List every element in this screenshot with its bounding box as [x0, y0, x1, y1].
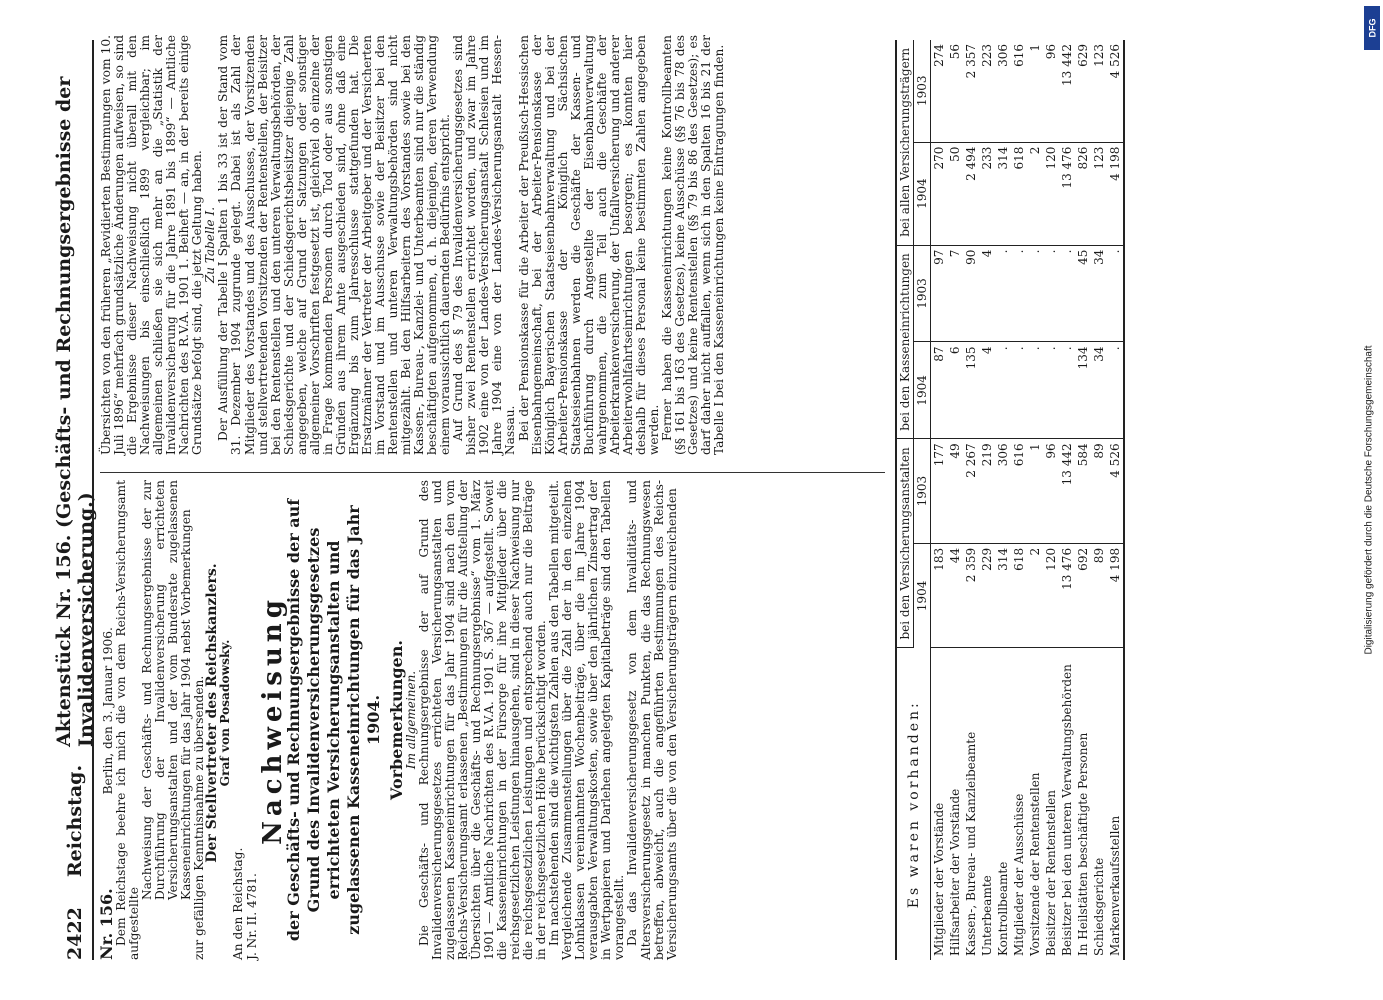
table-stub-header: Es waren vorhanden:: [896, 648, 931, 960]
table-cell: 4 526: [1107, 40, 1124, 142]
paragraph: Der Ausfüllung der Tabelle I Spalten 1 bis 33 ist der Stand vom 31. Dezember 1904 zugrunde gelegt. Dabei ist als Zahl der Mitglieder des Vorstandes und des Ausschusses, der Vorsitzenden und stellvertretenden Vorsitzenden der Rentenstellen, der Beisitzer bei den Rentenstellen und den unteren Verwaltungsbehörden, der Schiedsgerichte und der Schiedsgerichtsbeisitzer diejenige Zahl angegeben, welche auf Grund der Satzungen oder sonstiger allgemeiner Vorschriften festgesetzt ist, gleichviel ob einzelne der in Frage kommenden Personen durch Tod oder aus sonstigen Gründen aus ihrem Amte ausgeschieden sind, ohne daß eine Ergänzung bis zum Jahresschlusse stattgefunden hat. Die Ersatzmänner der Vertreter der Arbeitgeber und der Versicherten im Vorstand und im Ausschusse sowie der Beisitzer bei den Rentenstellen und unteren Verwaltungsbehörden sind nicht mitgezählt. Bei den Hilfsarbeitern des Vorstandes sowie bei den Kassen-, Bureau-, Kanzlei- und Unterbeamten sind nur die ständig beschäftigten aufgenommen, d. h. diejenigen, deren Verwendung einem voraussichtlich dauernden Bedürfnis entspricht.: [216, 35, 453, 455]
table-row: [1027, 40, 1043, 960]
table-cell: 56: [947, 40, 963, 142]
table-cell: 34: [1091, 342, 1107, 439]
table-cell: 123: [1091, 142, 1107, 245]
year-header: 1904: [914, 142, 931, 245]
table-row: [1107, 40, 1124, 960]
row-label: In Heilstätten beschäftigte Personen: [1076, 732, 1090, 956]
table-cell: 120: [1043, 543, 1059, 648]
table-cell: 4: [979, 342, 995, 439]
paragraph: Auf Grund des § 79 des Invalidenversicherungsgesetzes sind bisher zwei Rentenstellen errichtet worden, und zwar im Jahre 1902 eine von der Landes-Versicherungsanstalt Schlesien und im Jahre 1904 eine von der Landes-Versicherungsanstalt Hessen-Nassau.: [451, 35, 518, 455]
group-header: bei allen Versicherungsträgern: [896, 40, 914, 245]
table-cell: 1: [1027, 40, 1043, 142]
paragraph: Im nachstehenden sind die wichtigsten Zahlen aus den Tabellen mitgeteilt. Vergleichende Zusammenstellungen über die Zahl der in den einzelnen Lohnklassen vereinnahmten Wochenbeiträge, über die im Jahre 1904 verausgabten Verwaltungskosten, sowie über den jährlichen Zinsertrag der in Wertpapieren und Darlehen angelegten Kapitalbeträge sind den Tabellen vorangestellt.: [547, 480, 627, 960]
row-label: Kassen-, Bureau- und Kanzleibeamte: [964, 731, 978, 956]
row-label: Schiedsgerichte: [1092, 857, 1106, 956]
reference-number: J. Nr. II. 4781.: [244, 873, 259, 960]
paragraph: Übersichten von den früheren „Revidierten Bestimmungen vom 10. Juli 1896“ mehrfach grundsätzliche Änderungen aufweisen, so sind die Ergebnisse dieser Nachweisung nicht überall mit den Nachweisungen bis einschließlich 1899 vergleichbar; im allgemeinen schließen sie sich mehr an die „Statistik der Invalidenversicherung für die Jahre 1891 bis 1899“ — Amtliche Nachrichten des R.V.A. 1901 1. Beiheft — an, in der bereits einige Grundsätze befolgt sind, die jetzt Geltung haben.: [99, 35, 205, 455]
table-cell: 123: [1091, 40, 1107, 142]
table-cell: 13 476: [1059, 543, 1075, 648]
staff-table: [895, 40, 1125, 960]
table-cell: .: [1043, 245, 1059, 342]
table-cell: .: [1059, 245, 1075, 342]
group-header: bei den Kasseneinrichtungen: [896, 245, 914, 439]
left-column: [97, 480, 679, 960]
table-cell: 219: [979, 439, 995, 544]
year-header: 1904: [914, 342, 931, 439]
header-rule: [92, 40, 94, 960]
table-cell: 2 357: [963, 40, 979, 142]
table-cell: 89: [1091, 439, 1107, 544]
row-label: Hilfsarbeiter der Vorstände: [948, 788, 962, 956]
table-cell: .: [1027, 342, 1043, 439]
table-cell: 97: [931, 245, 948, 342]
table-heading: Zu Tabelle I.: [203, 206, 218, 284]
table-cell: 4 198: [1107, 543, 1124, 648]
right-column: [100, 35, 726, 455]
table-cell: 134: [1075, 342, 1091, 439]
table-cell: 229: [979, 543, 995, 648]
table-row: [995, 40, 1011, 960]
table-cell: 120: [1043, 142, 1059, 245]
table-cell: 13 442: [1059, 439, 1075, 544]
table-cell: 13 442: [1059, 40, 1075, 142]
table-row: [947, 40, 963, 960]
table-cell: 314: [995, 543, 1011, 648]
paragraph: Bei der Pensionskasse für die Arbeiter der Preußisch-Hessischen Eisenbahngemeinschaft, bei der Arbeiter-Pensionskasse der Königlich Bayerischen Staatseisenbahnverwaltung und bei der Arbeiter-Pensionskasse der Königlich Sächsischen Staatseisenbahnen werden die Geschäfte der Kassen- und Buchführung durch Angestellte der Eisenbahnverwaltung wahrgenommen, die zum Teil auch die Geschäfte der Arbeiterkrankenversicherung, der Unfallversicherung und anderer Arbeiterwohlfahrtseinrichtungen besorgen; es konnten hier deshalb für dieses Personal keine bestimmten Zahlen angegeben werden.: [516, 35, 661, 455]
header-reichstag: Reichstag.: [64, 764, 86, 878]
table-cell: 306: [995, 439, 1011, 544]
table-cell: 45: [1075, 245, 1091, 342]
table-cell: 183: [931, 543, 948, 648]
table-cell: 692: [1075, 543, 1091, 648]
table-cell: .: [1043, 342, 1059, 439]
table-cell: 135: [963, 342, 979, 439]
table-cell: 2: [1027, 142, 1043, 245]
table-cell: .: [1027, 245, 1043, 342]
header-title: Aktenstück Nr. 156. (Geschäfts- und Rechnungsergebnisse der Invalidenversicherung.): [53, 76, 97, 747]
page-header: [53, 40, 97, 960]
row-label: Beisitzer der Rentenstellen: [1044, 790, 1058, 956]
row-label: Beisitzer bei den unteren Verwaltungsbehörden: [1060, 664, 1074, 956]
table-row: [963, 40, 979, 960]
table-cell: 2: [1027, 543, 1043, 648]
year-header: 1903: [914, 439, 931, 544]
date-line: Berlin, den 3. Januar 1906.: [101, 627, 115, 795]
credit-text: Digitalisierung gefördert durch die Deutsche Forschungsgemeinschaft: [1363, 345, 1375, 655]
table-cell: 90: [963, 245, 979, 342]
year-header: 1904: [914, 543, 931, 648]
table-cell: 618: [1011, 543, 1027, 648]
table-cell: 96: [1043, 40, 1059, 142]
table-cell: 13 476: [1059, 142, 1075, 245]
table-cell: 87: [931, 342, 948, 439]
group-header: bei den Versicherungsanstalten: [896, 439, 914, 648]
table-body: [931, 40, 1125, 960]
signature-name: Graf von Posadowsky.: [218, 639, 233, 787]
row-label: Markenverkaufsstellen: [1107, 648, 1124, 960]
main-title: Nachweisung: [257, 595, 288, 845]
table-cell: 223: [979, 40, 995, 142]
address-line: An den Reichstag.: [231, 847, 246, 960]
table-row: [1043, 40, 1059, 960]
dfg-logo-text: DFG: [1367, 18, 1377, 38]
main-subtitle: der Geschäfts- und Rechnungsergebnisse der auf Grund des Invalidenversicherungsgesetzes errichteten Versicherungsanstalten und zugelassenen Kasseneinrichtungen für das Jahr 1904.: [283, 498, 383, 942]
table-cell: 89: [1091, 543, 1107, 648]
closing-text: zur gefälligen Kenntnisnahme zu übersenden.: [192, 675, 207, 960]
table-cell: 177: [931, 439, 948, 544]
table-cell: 2 494: [963, 142, 979, 245]
table-cell: 2 359: [963, 543, 979, 648]
year-header: 1903: [914, 245, 931, 342]
table-cell: 4 526: [1107, 439, 1124, 544]
table-cell: 314: [995, 142, 1011, 245]
row-label: Kontrollbeamte: [996, 861, 1010, 956]
table-cell: 50: [947, 142, 963, 245]
table-cell: 306: [995, 40, 1011, 142]
paragraph: Ferner haben die Kasseneinrichtungen keine Kontrollbeamten (§§ 161 bis 163 des Gesetzes), keine Ausschüsse (§§ 76 bis 78 des Gesetzes) und keine Rentenstellen (§§ 79 bis 86 des Gesetzes); es darf daher nicht auffallen, wenn sich in den Spalten 16 bis 21 der Tabelle I bei den Kasseneinrichtungen keine Eintragungen finden.: [660, 35, 727, 455]
table-cell: 49: [947, 439, 963, 544]
table-cell: .: [995, 342, 1011, 439]
row-label: Mitglieder der Ausschüsse: [1012, 793, 1026, 956]
subsection-heading: Im allgemeinen.: [403, 670, 418, 770]
table-cell: .: [1011, 245, 1027, 342]
table-cell: .: [1059, 342, 1075, 439]
table-cell: 270: [931, 142, 948, 245]
page-number: 2422: [64, 907, 86, 960]
table-cell: 4: [979, 245, 995, 342]
row-label: Mitglieder der Vorstände: [932, 802, 946, 956]
table-cell: .: [1107, 245, 1124, 342]
paragraph: Da das Invalidenversicherungsgesetz von dem Invaliditäts- und Altersversicherungsgesetz in manchen Punkten, die das Rechnungswesen betreffen, abweicht, auch die angeführten Bestimmungen des Reichs-Versicherungsamts über die von den Versicherungsträgern einzureichenden: [625, 480, 679, 960]
table-cell: 616: [1011, 439, 1027, 544]
table-row: [979, 40, 995, 960]
row-label: Unterbeamte: [980, 875, 994, 956]
table-cell: .: [1107, 342, 1124, 439]
table-cell: 618: [1011, 142, 1027, 245]
table-cell: 1: [1027, 439, 1043, 544]
intro-text: Dem Reichstage beehre ich mich die von dem Reichs-Versicherungsamt aufgestellte: [114, 480, 142, 960]
dfg-logo: [1364, 6, 1380, 50]
document-number: Nr. 156.: [97, 888, 116, 960]
table-cell: .: [1011, 342, 1027, 439]
table-row: [931, 40, 948, 960]
table-cell: 34: [1091, 245, 1107, 342]
table-cell: 6: [947, 342, 963, 439]
table-cell: 629: [1075, 40, 1091, 142]
table-cell: 274: [931, 40, 948, 142]
section-heading: Vorbemerkungen.: [386, 640, 406, 800]
table-cell: 2 267: [963, 439, 979, 544]
table-cell: 44: [947, 543, 963, 648]
paragraph: Die Geschäfts- und Rechnungsergebnisse der auf Grund des Invalidenversicherungsgesetzes errichteten Versicherungsanstalten und zugelassenen Kasseneinrichtungen für das Jahr 1904 sind nach den vom Reichs-Versicherungsamt erlassenen „Bestimmungen für die Aufstellung der Übersichten über die Geschäfts- und Rechnungsergebnisse“ vom 1. März 1901 — Amtliche Nachrichten des R.V.A. 1901 S. 367 — aufgestellt. Soweit die Kasseneinrichtungen in der Fürsorge für ihre Mitglieder über die reichsgesetzlichen Leistungen hinausgehen, sind in dieser Nachweisung nur die reichsgesetzlichen Leistungen und entsprechend auch nur die Beiträge in der reichsgesetzlichen Höhe berücksichtigt worden.: [416, 480, 549, 960]
table-cell: 584: [1075, 439, 1091, 544]
digitization-credit: [1355, 0, 1383, 1000]
table-cell: 616: [1011, 40, 1027, 142]
year-header: 1903: [914, 40, 931, 142]
table-cell: 7: [947, 245, 963, 342]
table-row: [1075, 40, 1091, 960]
row-label: Vorsitzende der Rentenstellen: [1028, 772, 1042, 956]
table-row: [1011, 40, 1027, 960]
signature-title: Der Stellvertreter des Reichskanzlers.: [204, 563, 221, 863]
table-row: [1059, 40, 1075, 960]
table-cell: 826: [1075, 142, 1091, 245]
indented-title-text: Nachweisung der Geschäfts- und Rechnungsergebnisse der zur Durchführung der Invalidenversicherung errichteten Versicherungsanstalten und der vom Bundesrate zugelassenen Kasseneinrichtungen für das Jahr 1904 nebst Vorbemerkungen: [140, 480, 194, 900]
table-row: [1091, 40, 1107, 960]
table-cell: .: [995, 245, 1011, 342]
table-cell: 96: [1043, 439, 1059, 544]
table-cell: 4 198: [1107, 142, 1124, 245]
column-divider: [100, 472, 885, 473]
table-cell: 233: [979, 142, 995, 245]
